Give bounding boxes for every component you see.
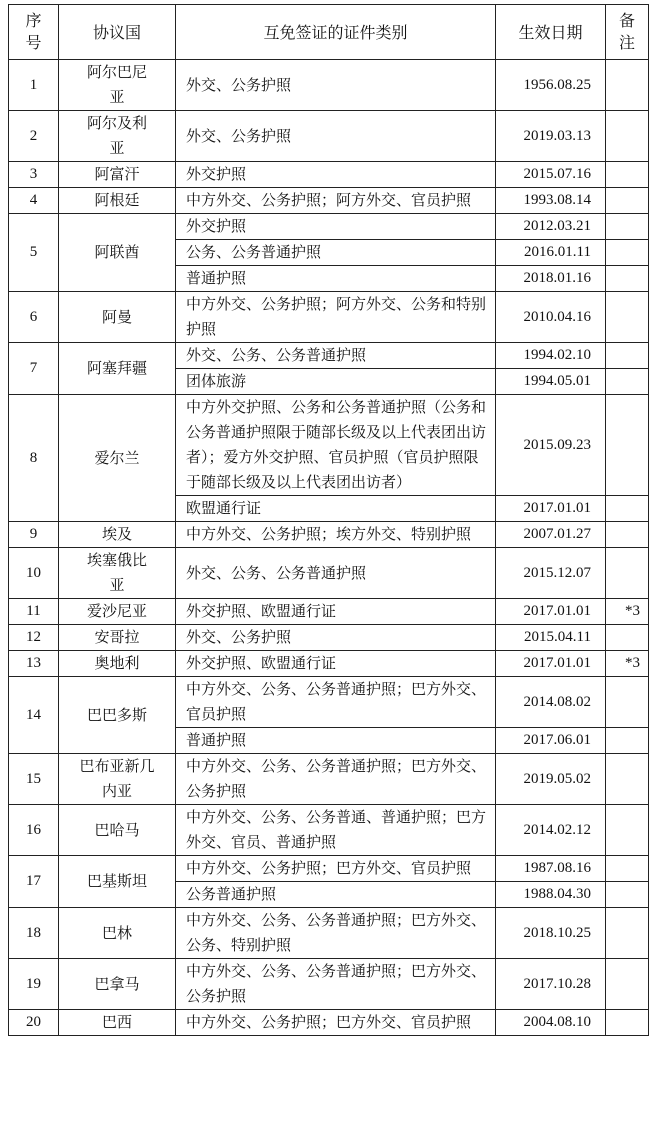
note [606,959,649,1010]
effective-date: 2015.12.07 [496,548,606,599]
effective-date: 2017.01.01 [496,599,606,625]
document-type: 中方外交、公务护照；巴方外交、官员护照 [176,1010,496,1036]
note: *3 [606,651,649,677]
row-number: 8 [9,395,59,522]
document-type: 中方外交、公务护照；阿方外交、公务和特别护照 [176,292,496,343]
effective-date: 2017.06.01 [496,728,606,754]
note [606,805,649,856]
note [606,882,649,908]
effective-date: 1988.04.30 [496,882,606,908]
effective-date: 2018.01.16 [496,266,606,292]
country-name: 安哥拉 [59,625,176,651]
table-row [9,651,649,677]
effective-date: 1994.05.01 [496,369,606,395]
table-row [9,162,649,188]
table-row [9,522,649,548]
table-body [9,60,649,1036]
visa-agreement-table [8,4,649,1036]
effective-date: 2019.03.13 [496,111,606,162]
document-type: 外交、公务护照 [176,625,496,651]
note [606,908,649,959]
country-name: 奥地利 [59,651,176,677]
note [606,522,649,548]
row-number: 18 [9,908,59,959]
row-number: 20 [9,1010,59,1036]
note [606,625,649,651]
document-type: 外交、公务、公务普通护照 [176,548,496,599]
row-number: 2 [9,111,59,162]
effective-date: 2017.01.01 [496,496,606,522]
table-row [9,60,649,111]
effective-date: 2014.08.02 [496,677,606,728]
effective-date: 2016.01.11 [496,240,606,266]
row-number: 11 [9,599,59,625]
note [606,343,649,369]
document-type: 中方外交、公务、公务普通护照；巴方外交、公务护照 [176,959,496,1010]
note [606,369,649,395]
country-name: 阿塞拜疆 [59,343,176,395]
country-name: 巴基斯坦 [59,856,176,908]
effective-date: 2015.07.16 [496,162,606,188]
effective-date: 2007.01.27 [496,522,606,548]
table-row [9,805,649,856]
country-name: 爱尔兰 [59,395,176,522]
row-number: 13 [9,651,59,677]
document-type: 中方外交、公务护照；巴方外交、官员护照 [176,856,496,882]
effective-date: 2014.02.12 [496,805,606,856]
document-type: 外交护照 [176,214,496,240]
country-name: 埃及 [59,522,176,548]
header-type: 互免签证的证件类别 [176,5,496,60]
header-country: 协议国 [59,5,176,60]
effective-date: 2004.08.10 [496,1010,606,1036]
effective-date: 2019.05.02 [496,754,606,805]
document-type: 中方外交、公务护照；埃方外交、特别护照 [176,522,496,548]
effective-date: 2017.10.28 [496,959,606,1010]
document-type: 中方外交、公务、公务普通护照；巴方外交、公务、特别护照 [176,908,496,959]
table-row [9,395,649,496]
note [606,496,649,522]
effective-date: 2015.09.23 [496,395,606,496]
note [606,111,649,162]
document-type: 中方外交、公务、公务普通护照；巴方外交、官员护照 [176,677,496,728]
note [606,214,649,240]
country-name: 巴哈马 [59,805,176,856]
table-row [9,599,649,625]
table-row [9,754,649,805]
table-row [9,111,649,162]
document-type: 公务普通护照 [176,882,496,908]
note [606,677,649,728]
table-row [9,677,649,728]
document-type: 团体旅游 [176,369,496,395]
note [606,728,649,754]
document-type: 外交护照、欧盟通行证 [176,651,496,677]
table-row [9,343,649,369]
row-number: 14 [9,677,59,754]
header-date: 生效日期 [496,5,606,60]
row-number: 15 [9,754,59,805]
table-row [9,188,649,214]
table-row [9,548,649,599]
table-row [9,1010,649,1036]
note [606,188,649,214]
document-type: 普通护照 [176,728,496,754]
table-row [9,908,649,959]
note [606,292,649,343]
country-name: 阿联酋 [59,214,176,292]
row-number: 9 [9,522,59,548]
effective-date: 1956.08.25 [496,60,606,111]
note [606,754,649,805]
effective-date: 1994.02.10 [496,343,606,369]
document-type: 中方外交、公务、公务普通、普通护照；巴方外交、官员、普通护照 [176,805,496,856]
note [606,548,649,599]
country-name: 巴西 [59,1010,176,1036]
note [606,1010,649,1036]
row-number: 3 [9,162,59,188]
effective-date: 2017.01.01 [496,651,606,677]
document-type: 普通护照 [176,266,496,292]
row-number: 10 [9,548,59,599]
note [606,162,649,188]
document-type: 外交护照 [176,162,496,188]
effective-date: 2012.03.21 [496,214,606,240]
header-no: 序号 [9,5,59,60]
document-type: 外交、公务护照 [176,60,496,111]
country-name: 阿富汗 [59,162,176,188]
country-name: 巴布亚新几内亚 [59,754,176,805]
effective-date: 2010.04.16 [496,292,606,343]
effective-date: 2018.10.25 [496,908,606,959]
effective-date: 1993.08.14 [496,188,606,214]
note [606,60,649,111]
country-name: 爱沙尼亚 [59,599,176,625]
row-number: 5 [9,214,59,292]
note [606,240,649,266]
document-type: 外交、公务护照 [176,111,496,162]
header-note: 备注 [606,5,649,60]
document-type: 公务、公务普通护照 [176,240,496,266]
table-row [9,625,649,651]
country-name: 巴林 [59,908,176,959]
row-number: 1 [9,60,59,111]
country-name: 巴巴多斯 [59,677,176,754]
country-name: 阿尔巴尼亚 [59,60,176,111]
document-type: 外交护照、欧盟通行证 [176,599,496,625]
row-number: 6 [9,292,59,343]
effective-date: 2015.04.11 [496,625,606,651]
row-number: 7 [9,343,59,395]
note [606,266,649,292]
table-row [9,214,649,240]
document-type: 中方外交、公务、公务普通护照；巴方外交、公务护照 [176,754,496,805]
row-number: 19 [9,959,59,1010]
country-name: 阿根廷 [59,188,176,214]
country-name: 阿尔及利亚 [59,111,176,162]
document-type: 中方外交护照、公务和公务普通护照（公务和公务普通护照限于随部长级及以上代表团出访者）；爱方外交护照、官员护照（官员护照限于随部长级及以上代表团出访者） [176,395,496,496]
header-row [9,5,649,60]
row-number: 16 [9,805,59,856]
note [606,395,649,496]
note: *3 [606,599,649,625]
document-type: 欧盟通行证 [176,496,496,522]
note [606,856,649,882]
row-number: 4 [9,188,59,214]
row-number: 12 [9,625,59,651]
country-name: 阿曼 [59,292,176,343]
table-row [9,292,649,343]
document-type: 外交、公务、公务普通护照 [176,343,496,369]
document-type: 中方外交、公务护照；阿方外交、官员护照 [176,188,496,214]
effective-date: 1987.08.16 [496,856,606,882]
country-name: 埃塞俄比亚 [59,548,176,599]
row-number: 17 [9,856,59,908]
country-name: 巴拿马 [59,959,176,1010]
table-row [9,856,649,882]
table-row [9,959,649,1010]
